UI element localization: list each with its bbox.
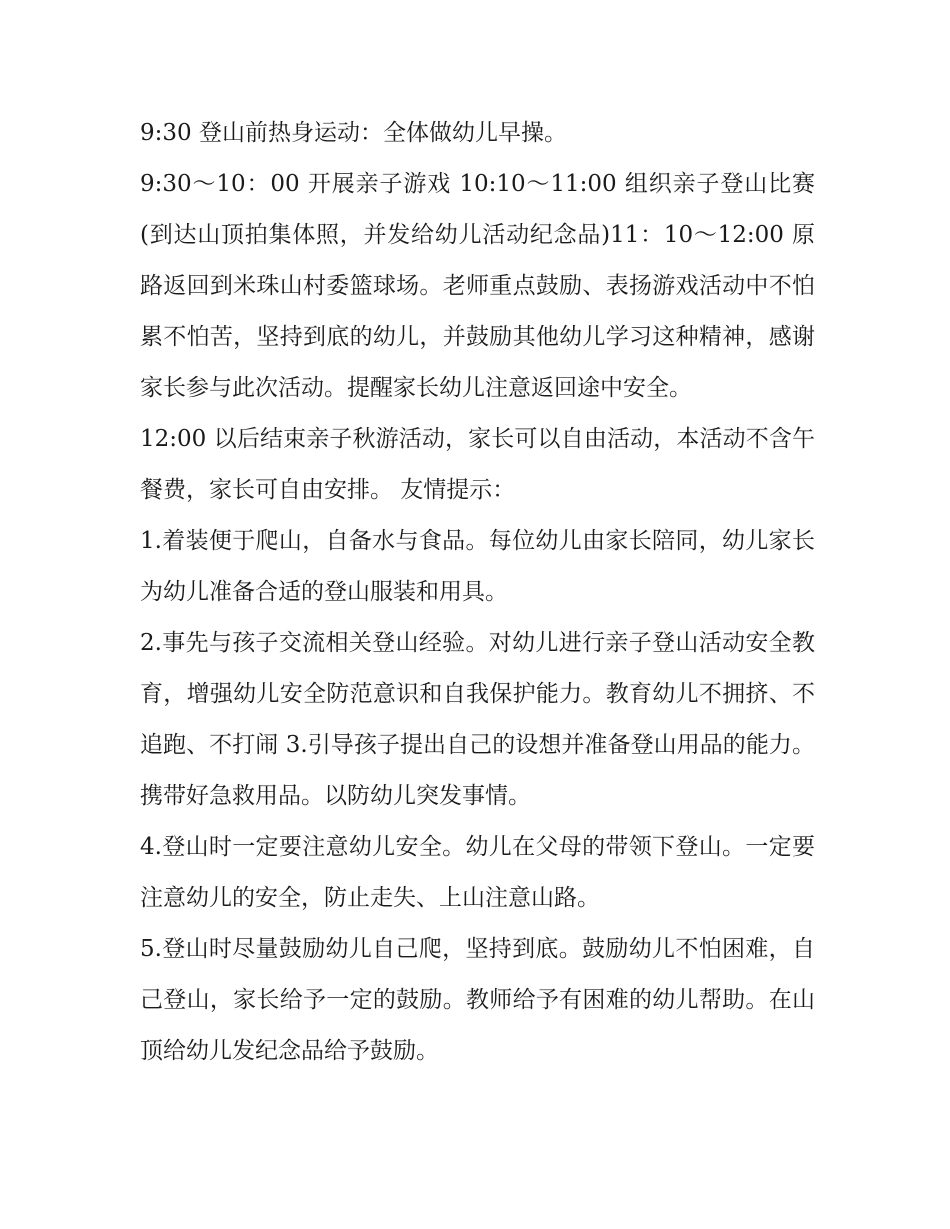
paragraph-schedule: 9:30～10：00 开展亲子游戏 10:10～11:00 组织亲子登山比赛(到达山顶拍集体照，并发给幼儿活动纪念品)11：10～12:00 原路返回到米珠山村委篮球场。老师重点鼓励、表扬游戏活动中不怕累不怕苦，坚持到底的幼儿，并鼓励其他幼儿学习这种精神，感谢家长参与此次活动。提醒家长幼儿注意返回途中安全。 bbox=[140, 171, 815, 401]
paragraph-end-of-activity: 12:00 以后结束亲子秋游活动，家长可以自由活动，本活动不含午餐费，家长可自由安排。 友情提示： bbox=[140, 426, 815, 503]
paragraph-warmup: 9:30 登山前热身运动：全体做幼儿早操。 bbox=[140, 120, 567, 146]
document-body bbox=[140, 108, 815, 1077]
paragraph-tip-2: 2.事先与孩子交流相关登山经验。对幼儿进行亲子登山活动安全教育，增强幼儿安全防范意识和自我保护能力。教育幼儿不拥挤、不追跑、不打闹 3.引导孩子提出自己的设想并准备登山用品的能力。携带好急救用品。以防幼儿突发事情。 bbox=[140, 630, 815, 809]
paragraph-tip-5: 5.登山时尽量鼓励幼儿自己爬，坚持到底。鼓励幼儿不怕困难，自己登山，家长给予一定的鼓励。教师给予有困难的幼儿帮助。在山顶给幼儿发纪念品给予鼓励。 bbox=[140, 936, 815, 1064]
paragraph-tip-4: 4.登山时一定要注意幼儿安全。幼儿在父母的带领下登山。一定要注意幼儿的安全，防止走失、上山注意山路。 bbox=[140, 834, 815, 911]
paragraph-tip-1: 1.着装便于爬山，自备水与食品。每位幼儿由家长陪同，幼儿家长为幼儿准备合适的登山服装和用具。 bbox=[140, 528, 815, 605]
